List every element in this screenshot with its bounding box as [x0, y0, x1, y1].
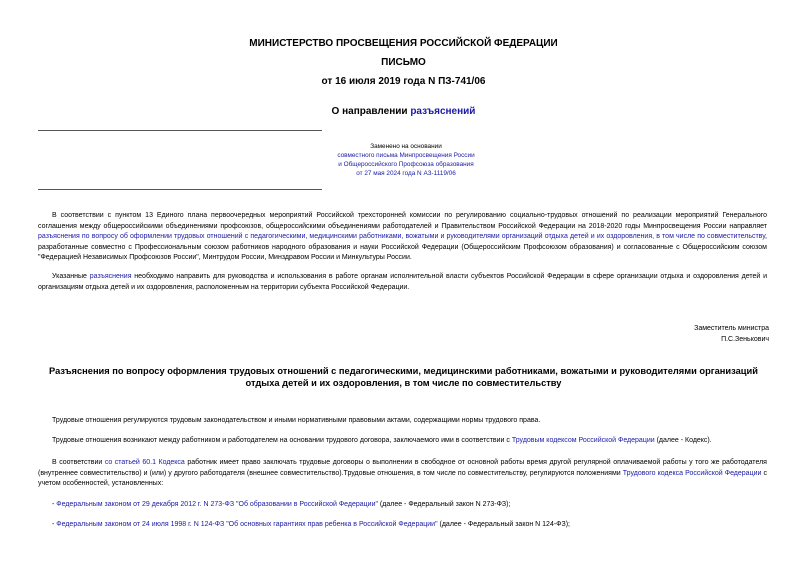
replaced-note	[320, 142, 492, 178]
paragraph-2	[38, 272, 767, 293]
section-title: Разъяснения по вопросу оформления трудовых отношений с педагогическими, медицинскими работниками, вожатыми и руководителями организаций отдыха детей и их оздоровления, в том числе по совместительству	[49, 366, 758, 388]
replaced-note-label: Заменено на основании	[370, 143, 442, 150]
paragraph-4-text-b: (далее - Кодекс).	[654, 437, 712, 444]
paragraph-1	[38, 211, 767, 264]
signature-position: Заместитель министра	[694, 325, 769, 332]
paragraph-2-link[interactable]: разъяснения	[89, 273, 132, 280]
list-item	[38, 520, 767, 531]
document-subject	[0, 106, 807, 117]
paragraph-1-link[interactable]: разъяснения по вопросу об оформлении трудовых отношений с педагогическими, медицинскими работниками, вожатыми и руководителями организаций отдыха детей и их оздоровления, в том числе по совместительству	[38, 233, 766, 241]
paragraph-2-text-b: необходимо направить для руководства и использования в работе органам исполнительной власти субъектов Российской Федерации в сфере организации отдыха и оздоровления детей и организациям отдыха детей и их оздоровления, расположенным на территории субъекта Российской Федерации.	[38, 273, 768, 291]
paragraph-4-text-a: Трудовые отношения возникают между работником и работодателем на основании трудового договора, заключаемого ими в соответствии с	[52, 437, 512, 444]
separator-top	[38, 130, 322, 131]
list-item-bullet: -	[52, 501, 57, 508]
paragraph-5-text-b: работник имеет право заключать трудовые договоры о выполнении в свободное от основной работы время другой регулярной оплачиваемой работы у того же работодателя (внутреннее совместительство) и (или) у другого работодателя (внешнее совместительство).Трудовые отношения, в том числе по совместительству, регулируются положениями	[38, 459, 767, 477]
list-item-link[interactable]: Федеральным законом от 24 июля 1998 г. N 124-ФЗ "Об основных гарантиях прав ребенка в Российской Федерации"	[56, 521, 438, 528]
list-item-suffix: (далее - Федеральный закон N 273-ФЗ);	[377, 501, 511, 508]
replaced-note-link-2[interactable]: и Общероссийского Профсоюза образования	[338, 161, 474, 168]
paragraph-5-link-2[interactable]: Трудового кодекса Российской Федерации	[622, 469, 762, 477]
list-item-link[interactable]: Федеральным законом от 29 декабря 2012 г. N 273-ФЗ "Об образовании в Российской Федерации"	[56, 501, 378, 508]
paragraph-3: Трудовые отношения регулируются трудовым законодательством и иными нормативными правовыми актами, содержащими нормы трудового права.	[52, 417, 541, 424]
document-date-number: от 16 июля 2019 года N ПЗ-741/06	[321, 76, 486, 87]
ministry-title: МИНИСТЕРСТВО ПРОСВЕЩЕНИЯ РОССИЙСКОЙ ФЕДЕРАЦИИ	[249, 38, 558, 49]
paragraph-5-text-a: В соответствии	[52, 459, 105, 466]
list-item	[38, 500, 767, 511]
list-item-suffix: (далее - Федеральный закон N 124-ФЗ);	[437, 521, 570, 528]
replaced-note-link-3[interactable]: от 27 мая 2024 года N АЗ-1119/06	[356, 170, 456, 177]
signature-name: П.С.Зенькович	[721, 336, 769, 343]
paragraph-5-text-c: с учетом особенностей, установленных:	[38, 469, 767, 488]
replaced-note-link-1[interactable]: совместного письма Минпросвещения России	[337, 152, 475, 159]
paragraph-1-text-a: В соответствии с пунктом 13 Единого плана первоочередных мероприятий Российской трехсторонней комиссии по регулированию социально-трудовых отношений по реализации мероприятий Генерального соглашения между общероссийскими объединениями профсоюзов, общероссийскими объединениями работодателей и Правительством Российской Федерации на 2018-2020 годы Минпросвещения России направляет	[38, 212, 767, 230]
paragraph-5-link-1[interactable]: со статьей 60.1 Кодекса	[104, 459, 185, 466]
separator-bottom	[38, 189, 322, 190]
paragraph-2-text-a: Указанные	[52, 273, 90, 280]
subject-prefix: О направлении	[331, 106, 411, 117]
signature-block	[569, 323, 769, 345]
paragraph-4-link[interactable]: Трудовым кодексом Российской Федерации	[511, 437, 655, 444]
list-item-bullet: -	[52, 521, 57, 528]
paragraph-1-text-b: , разработанные совместно с Профессиональным союзом работников народного образования и науки Российской Федерации (Общероссийским Профсоюзом образования) и согласованные с Общероссийским союзом "Федерацией Независимых Профсоюзов России", Минтрудом России, Минздравом России и Минкультуры России.	[38, 233, 767, 262]
paragraph-5	[38, 458, 767, 490]
document-type: ПИСЬМО	[381, 57, 426, 68]
paragraph-4	[38, 436, 767, 447]
subject-link[interactable]: разъяснений	[410, 106, 476, 117]
